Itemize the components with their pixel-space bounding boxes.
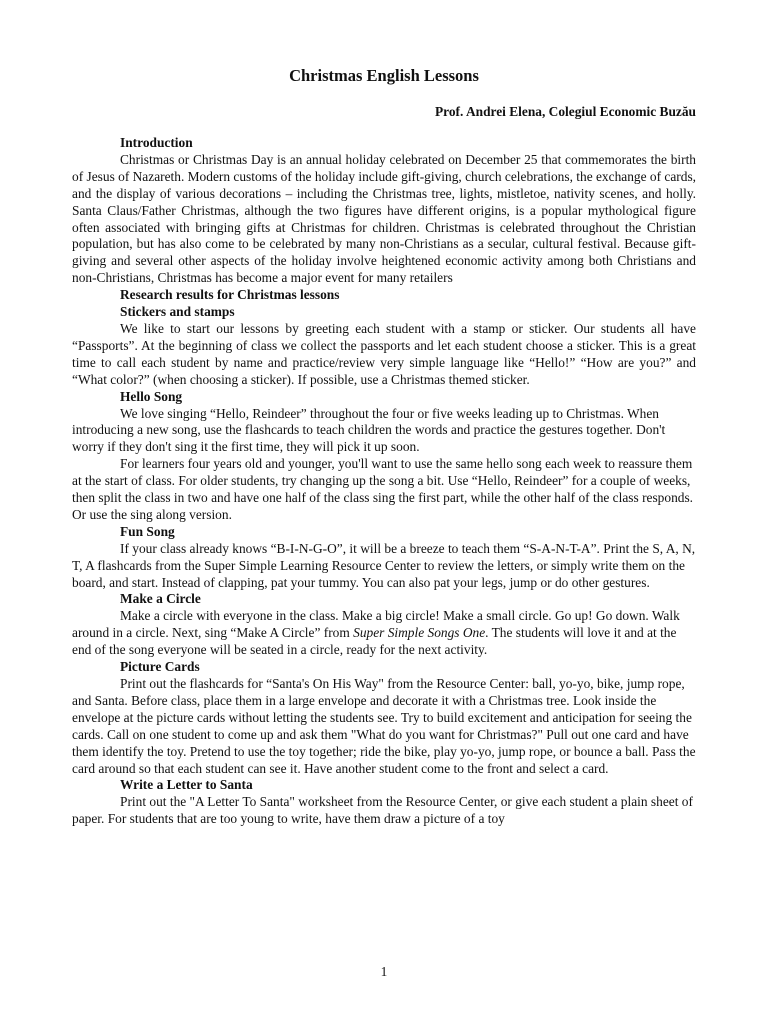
page-number: 1 (380, 964, 388, 979)
document-author: Prof. Andrei Elena, Colegiul Economic Buzău (434, 104, 696, 119)
paragraph-fun-song: If your class already knows “B-I-N-G-O”, it will be a breeze to teach them “S-A-N-T-A”. Print the S, A, N, T, A flashcards from the Super Simple Learning Resource Center to review the letters, or simply write them on the board, and start. Instead of clapping, pat your tummy. You can also pat your legs, jump or do other gestures. (72, 540, 696, 590)
paragraph-stickers-and-stamps: We like to start our lessons by greeting each student with a stamp or sticker. Our students all have “Passports”. At the beginning of class we collect the passports and let each student choose a sticker. This is a great time to call each student by name and practice/review very simple language like “Hello!” “How are you?” and “What color?” (when choosing a sticker). If possible, use a Christmas themed sticker. (72, 320, 696, 387)
section-heading-write-a-letter: Write a Letter to Santa (120, 777, 253, 793)
section-heading-research-results: Research results for Christmas lessons (120, 287, 340, 303)
section-heading-introduction: Introduction (120, 135, 193, 150)
song-book-title: Super Simple Songs One (353, 625, 486, 641)
document-title: Christmas English Lessons (289, 66, 479, 85)
paragraph-introduction: Christmas or Christmas Day is an annual holiday celebrated on December 25 that commemorates the birth of Jesus of Nazareth. Modern customs of the holiday include gift-giving, church celebrations, the exchange of cards, and the display of various decorations – including the Christmas tree, lights, mistletoe, nativity scenes, and holly. Santa Claus/Father Christmas, although the two figures have different origins, is a popular mythological figure often associated with bringing gifts at Christmas for children. Christmas is celebrated throughout the Christian population, but has also come to be celebrated by many non-Christians as a secular, cultural festival. Because gift-giving and several other aspects of the holiday involve heightened economic activity among both Christians and non-Christians, Christmas has become a major event for many retailers (72, 151, 696, 286)
section-heading-fun-song: Fun Song (120, 523, 175, 539)
section-heading-hello-song: Hello Song (120, 388, 183, 404)
paragraph-picture-cards: Print out the flashcards for “Santa's On His Way" from the Resource Center: ball, yo-yo, bike, jump rope, and Santa. Before class, place them in a large envelope and decorate it with a Christmas tree. Look inside the envelope at the picture cards without letting the students see. Try to build excitement and anticipation for seeing the cards. Call on one student to come up and ask them "What do you want for Christmas?" Pull out one card and have them identify the toy. Pretend to use the toy together; ride the bike, play yo-yo, jump rope, or bounce a ball. Pass the card around so that each student can see it. Have another student come to the front and select a card. (72, 676, 696, 776)
paragraph-hello-song-1: We love singing “Hello, Reindeer” throughout the four or five weeks leading up to Christmas. When introducing a new song, use the flashcards to teach children the words and practice the gestures together. Don't worry if they don't sing it the first time, they will pick it up soon. (72, 405, 666, 455)
paragraph-hello-song-2: For learners four years old and younger, you'll want to use the same hello song each week to reassure them at the start of class. For older students, try changing up the song a bit. Use “Hello, Reindeer” for a couple of weeks, then split the class in two and have one half of the class sing the first part, while the other half of the class responds. Or use the sing along version. (72, 456, 694, 522)
paragraph-write-a-letter: Print out the "A Letter To Santa" worksheet from the Resource Center, or give each student a plain sheet of paper. For students that are too young to write, have them draw a picture of a toy (72, 794, 693, 827)
paragraph-make-a-circle: Make a circle with everyone in the class. Make a big circle! Make a small circle. Go up! Go down. Walk around in a circle. Next, sing “Make A Circle” from Super Simple Songs One. The students will love it and at the end of the song everyone will be seated in a circle, ready for the next activity. (72, 608, 680, 658)
section-heading-stickers-and-stamps: Stickers and stamps (120, 304, 235, 320)
section-heading-make-a-circle: Make a Circle (120, 591, 201, 607)
section-heading-picture-cards: Picture Cards (120, 659, 200, 675)
